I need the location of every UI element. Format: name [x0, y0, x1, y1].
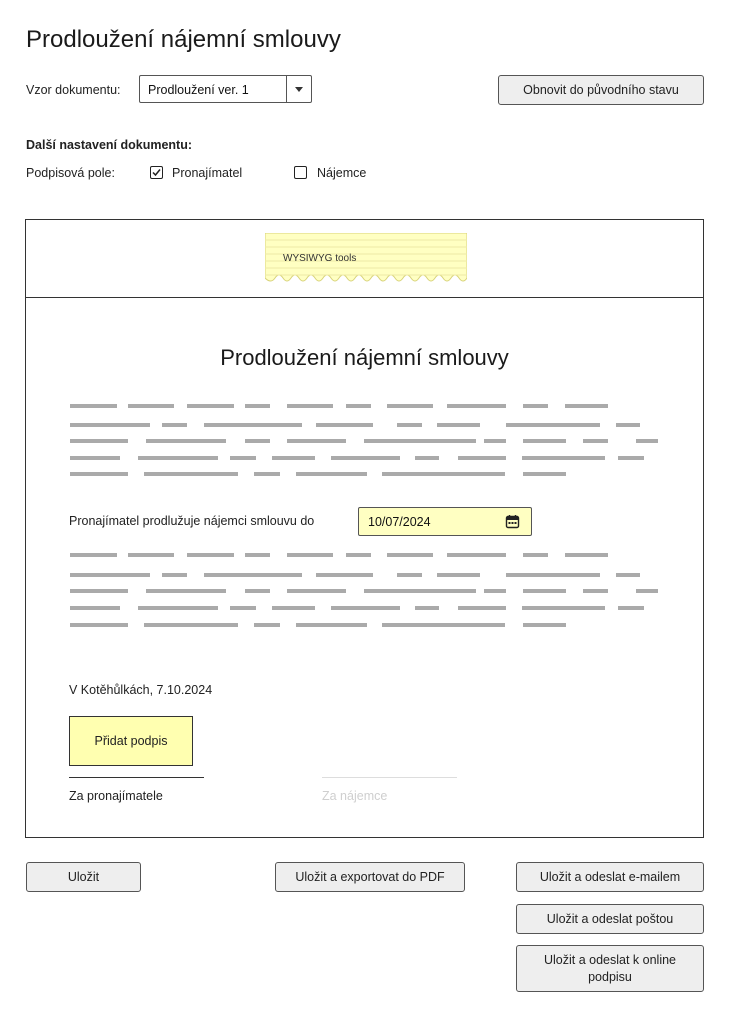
settings-heading: Další nastavení dokumentu: — [26, 138, 193, 152]
add-signature-button[interactable]: Přidat podpis — [69, 716, 193, 766]
reset-button[interactable]: Obnovit do původního stavu — [498, 75, 704, 105]
save-button[interactable]: Uložit — [26, 862, 141, 892]
tenant-signature-line — [322, 777, 457, 778]
calendar-icon[interactable] — [505, 514, 520, 529]
signature-fields-label: Podpisová pole: — [26, 166, 115, 180]
toolbar-note-text: WYSIWYG tools — [283, 253, 357, 264]
landlord-signature-line — [69, 777, 204, 778]
document-editor[interactable] — [25, 219, 704, 838]
page-title: Prodloužení nájemní smlouvy — [26, 26, 341, 53]
extension-sentence: Pronajímatel prodlužuje nájemci smlouvu do — [69, 514, 315, 528]
landlord-checkbox[interactable] — [150, 166, 163, 179]
landlord-checkbox-label[interactable]: Pronajímatel — [172, 166, 243, 180]
template-label: Vzor dokumentu: — [26, 83, 121, 97]
document-title: Prodloužení nájemní smlouvy — [220, 345, 509, 370]
landlord-signature-label: Za pronajímatele — [69, 789, 163, 803]
tenant-checkbox[interactable] — [294, 166, 307, 179]
save-send-post-button[interactable]: Uložit a odeslat poštou — [516, 904, 704, 934]
toolbar-note — [265, 233, 467, 285]
tenant-signature-label: Za nájemce — [322, 789, 388, 803]
check-icon — [151, 167, 162, 178]
save-send-email-button[interactable]: Uložit a odeslat e-mailem — [516, 862, 704, 892]
template-select[interactable] — [139, 75, 312, 103]
dropdown-toggle[interactable] — [286, 76, 311, 102]
chevron-down-icon — [295, 87, 303, 92]
tenant-checkbox-label[interactable]: Nájemce — [317, 166, 367, 180]
save-export-pdf-button[interactable]: Uložit a exportovat do PDF — [275, 862, 465, 892]
toolbar-divider — [26, 297, 703, 298]
place-date: V Kotěhůlkách, 7.10.2024 — [69, 683, 213, 697]
save-send-online-sign-button[interactable]: Uložit a odeslat k online podpisu — [516, 945, 704, 992]
template-select-value: Prodloužení ver. 1 — [148, 83, 249, 97]
extension-date-input[interactable] — [358, 507, 532, 536]
extension-date-value: 10/07/2024 — [368, 515, 431, 529]
